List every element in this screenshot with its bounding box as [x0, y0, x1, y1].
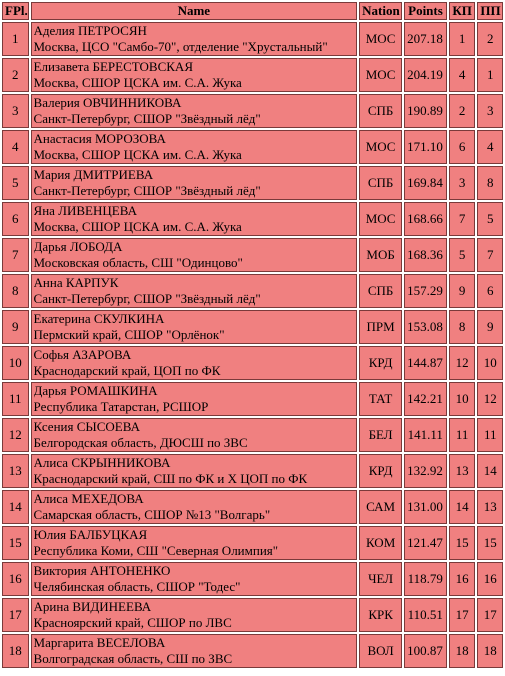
table-row	[2, 202, 503, 236]
pp-cell: 18	[477, 634, 503, 668]
skater-club: Республика Коми, СШ "Северная Олимпия"	[33, 543, 279, 558]
nation-cell: МОС	[359, 58, 402, 92]
skater-name: Юлия БАЛБУЦКАЯ	[33, 527, 148, 542]
points-cell: 131.00	[404, 490, 447, 524]
skater-cell	[31, 598, 358, 632]
skater-cell	[31, 562, 358, 596]
pp-cell: 4	[477, 130, 503, 164]
pp-cell: 1	[477, 58, 503, 92]
pp-cell: 10	[477, 346, 503, 380]
table-row	[2, 58, 503, 92]
header-nation: Nation	[359, 2, 402, 20]
pp-cell: 14	[477, 454, 503, 488]
skater-cell	[31, 274, 358, 308]
header-kp: КП	[449, 2, 476, 20]
skater-cell	[31, 634, 358, 668]
skater-name: Анна КАРПУК	[33, 275, 119, 290]
skater-club: Республика Татарстан, РСШОР	[33, 399, 209, 414]
place-cell: 13	[2, 454, 29, 488]
skater-cell	[31, 238, 358, 272]
nation-cell: МОС	[359, 202, 402, 236]
nation-cell: САМ	[359, 490, 402, 524]
skater-name: Анастасия МОРОЗОВА	[33, 131, 166, 146]
place-cell: 4	[2, 130, 29, 164]
nation-cell: КРК	[359, 598, 402, 632]
nation-cell: СПБ	[359, 94, 402, 128]
skater-name: Виктория АНТОНЕНКО	[33, 563, 171, 578]
points-cell: 168.36	[404, 238, 447, 272]
nation-cell: ТАТ	[359, 382, 402, 416]
pp-cell: 7	[477, 238, 503, 272]
skater-club: Пермский край, СШОР "Орлёнок"	[33, 327, 225, 342]
table-row	[2, 382, 503, 416]
skater-name: Яна ЛИВЕНЦЕВА	[33, 203, 137, 218]
table-row	[2, 526, 503, 560]
kp-cell: 4	[449, 58, 476, 92]
skater-club: Московская область, СШ "Одинцово"	[33, 255, 243, 270]
points-cell: 121.47	[404, 526, 447, 560]
skater-cell	[31, 94, 358, 128]
table-row	[2, 490, 503, 524]
skater-cell	[31, 130, 358, 164]
skater-club: Санкт-Петербург, СШОР "Звёздный лёд"	[33, 111, 261, 126]
header-place: FPl.	[2, 2, 29, 20]
points-cell: 168.66	[404, 202, 447, 236]
skater-club: Санкт-Петербург, СШОР "Звёздный лёд"	[33, 183, 261, 198]
skater-cell	[31, 382, 358, 416]
skater-name: Маргарита ВЕСЕЛОВА	[33, 635, 166, 650]
table-row	[2, 454, 503, 488]
table-row	[2, 166, 503, 200]
pp-cell: 2	[477, 22, 503, 56]
table-row	[2, 22, 503, 56]
table-row	[2, 598, 503, 632]
pp-cell: 8	[477, 166, 503, 200]
place-cell: 11	[2, 382, 29, 416]
kp-cell: 8	[449, 310, 476, 344]
place-cell: 2	[2, 58, 29, 92]
skater-name: Алиса МЕХЕДОВА	[33, 491, 144, 506]
skater-name: Софья АЗАРОВА	[33, 347, 132, 362]
skater-club: Санкт-Петербург, СШОР "Звёздный лёд"	[33, 291, 261, 306]
pp-cell: 11	[477, 418, 503, 452]
points-cell: 100.87	[404, 634, 447, 668]
nation-cell: МОС	[359, 130, 402, 164]
skater-name: Дарья ЛОБОДА	[33, 239, 123, 254]
skater-name: Валерия ОВЧИННИКОВА	[33, 95, 182, 110]
table-row	[2, 94, 503, 128]
nation-cell: ВОЛ	[359, 634, 402, 668]
kp-cell: 18	[449, 634, 476, 668]
skater-cell	[31, 490, 358, 524]
skater-name: Елизавета БЕРЕСТОВСКАЯ	[33, 59, 193, 74]
pp-cell: 17	[477, 598, 503, 632]
kp-cell: 17	[449, 598, 476, 632]
skater-club: Белгородская область, ДЮСШ по ЗВС	[33, 435, 248, 450]
pp-cell: 9	[477, 310, 503, 344]
points-cell: 157.29	[404, 274, 447, 308]
points-cell: 190.89	[404, 94, 447, 128]
nation-cell: МОБ	[359, 238, 402, 272]
skater-cell	[31, 418, 358, 452]
results-body	[2, 22, 503, 668]
points-cell: 153.08	[404, 310, 447, 344]
table-row	[2, 634, 503, 668]
skater-name: Дарья РОМАШКИНА	[33, 383, 158, 398]
points-cell: 207.18	[404, 22, 447, 56]
nation-cell: МОС	[359, 22, 402, 56]
place-cell: 6	[2, 202, 29, 236]
skater-club: Волгоградская область, СШ по ЗВС	[33, 651, 233, 666]
place-cell: 9	[2, 310, 29, 344]
skater-cell	[31, 454, 358, 488]
points-cell: 144.87	[404, 346, 447, 380]
points-cell: 118.79	[404, 562, 447, 596]
table-row	[2, 274, 503, 308]
pp-cell: 3	[477, 94, 503, 128]
skater-club: Москва, ЦСО "Самбо-70", отделение "Хрустальный"	[33, 39, 328, 54]
header-points: Points	[404, 2, 447, 20]
pp-cell: 16	[477, 562, 503, 596]
points-cell: 132.92	[404, 454, 447, 488]
points-cell: 110.51	[404, 598, 447, 632]
nation-cell: КОМ	[359, 526, 402, 560]
place-cell: 5	[2, 166, 29, 200]
kp-cell: 10	[449, 382, 476, 416]
skater-cell	[31, 58, 358, 92]
place-cell: 1	[2, 22, 29, 56]
kp-cell: 9	[449, 274, 476, 308]
place-cell: 16	[2, 562, 29, 596]
place-cell: 7	[2, 238, 29, 272]
skater-cell	[31, 310, 358, 344]
skater-club: Краснодарский край, СШ по ФК и Х ЦОП по ФК	[33, 471, 308, 486]
pp-cell: 5	[477, 202, 503, 236]
kp-cell: 14	[449, 490, 476, 524]
nation-cell: ПРМ	[359, 310, 402, 344]
skater-name: Алиса СКРЫННИКОВА	[33, 455, 171, 470]
skater-cell	[31, 166, 358, 200]
table-row	[2, 346, 503, 380]
kp-cell: 2	[449, 94, 476, 128]
nation-cell: КРД	[359, 346, 402, 380]
skater-name: Аделия ПЕТРОСЯН	[33, 23, 147, 38]
nation-cell: СПБ	[359, 166, 402, 200]
kp-cell: 16	[449, 562, 476, 596]
pp-cell: 13	[477, 490, 503, 524]
place-cell: 15	[2, 526, 29, 560]
place-cell: 10	[2, 346, 29, 380]
nation-cell: КРД	[359, 454, 402, 488]
skater-cell	[31, 202, 358, 236]
pp-cell: 6	[477, 274, 503, 308]
kp-cell: 11	[449, 418, 476, 452]
pp-cell: 12	[477, 382, 503, 416]
place-cell: 12	[2, 418, 29, 452]
kp-cell: 12	[449, 346, 476, 380]
skater-club: Краснодарский край, ЦОП по ФК	[33, 363, 221, 378]
place-cell: 3	[2, 94, 29, 128]
skater-club: Москва, СШОР ЦСКА им. С.А. Жука	[33, 147, 242, 162]
skater-club: Челябинская область, СШОР "Тодес"	[33, 579, 241, 594]
points-cell: 204.19	[404, 58, 447, 92]
kp-cell: 5	[449, 238, 476, 272]
header-name: Name	[31, 2, 358, 20]
points-cell: 169.84	[404, 166, 447, 200]
place-cell: 8	[2, 274, 29, 308]
table-row	[2, 418, 503, 452]
skater-cell	[31, 22, 358, 56]
kp-cell: 15	[449, 526, 476, 560]
skater-cell	[31, 346, 358, 380]
skater-club: Москва, СШОР ЦСКА им. С.А. Жука	[33, 75, 242, 90]
skater-club: Москва, СШОР ЦСКА им. С.А. Жука	[33, 219, 242, 234]
nation-cell: БЕЛ	[359, 418, 402, 452]
place-cell: 17	[2, 598, 29, 632]
place-cell: 14	[2, 490, 29, 524]
points-cell: 171.10	[404, 130, 447, 164]
kp-cell: 1	[449, 22, 476, 56]
table-row	[2, 562, 503, 596]
skater-name: Ксения СЫСОЕВА	[33, 419, 140, 434]
skater-name: Екатерина СКУЛКИНА	[33, 311, 165, 326]
table-row	[2, 238, 503, 272]
points-cell: 141.11	[404, 418, 447, 452]
kp-cell: 7	[449, 202, 476, 236]
pp-cell: 15	[477, 526, 503, 560]
skater-club: Самарская область, СШОР №13 "Волгарь"	[33, 507, 271, 522]
points-cell: 142.21	[404, 382, 447, 416]
kp-cell: 13	[449, 454, 476, 488]
skater-club: Красноярский край, СШОР по ЛВС	[33, 615, 232, 630]
table-row	[2, 310, 503, 344]
skater-name: Арина ВИДИНЕЕВА	[33, 599, 152, 614]
header-row	[2, 2, 503, 20]
skater-name: Мария ДМИТРИЕВА	[33, 167, 154, 182]
nation-cell: ЧЕЛ	[359, 562, 402, 596]
header-pp: ПП	[477, 2, 503, 20]
table-row	[2, 130, 503, 164]
kp-cell: 6	[449, 130, 476, 164]
nation-cell: СПБ	[359, 274, 402, 308]
kp-cell: 3	[449, 166, 476, 200]
skater-cell	[31, 526, 358, 560]
place-cell: 18	[2, 634, 29, 668]
